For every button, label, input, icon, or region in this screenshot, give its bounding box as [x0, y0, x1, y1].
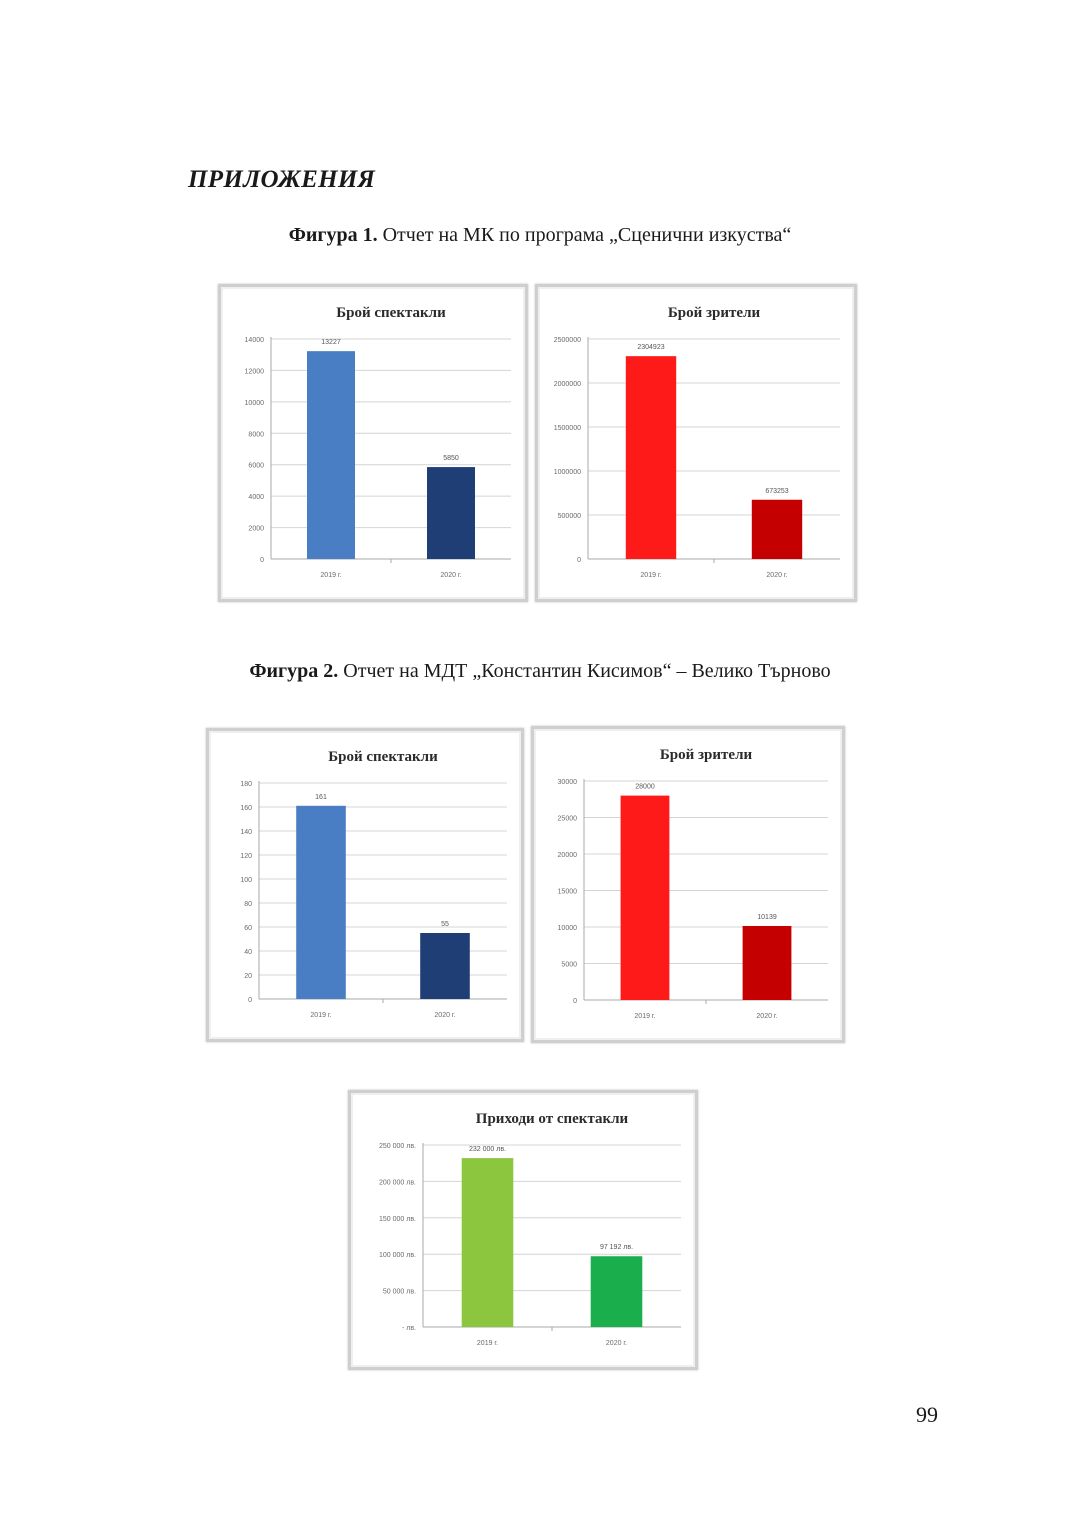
fig2-revenue-y-tick-label: 200 000 лв.: [379, 1179, 416, 1187]
figure-1-caption-text: Отчет на МК по програма „Сценични изкуства“: [382, 224, 792, 246]
fig2-revenue-x-tick-label: 2019 г.: [476, 1340, 499, 1347]
fig2-performances-data-label: 55: [441, 921, 449, 928]
fig2-spectators-title: Брой зрители: [659, 747, 753, 763]
fig1-spectators-y-tick-label: 0: [577, 557, 581, 564]
fig2-spectators-x-tick-label: 2020 г.: [756, 1013, 778, 1020]
fig1-performances-data-label: 5850: [443, 455, 459, 463]
fig2-performances-y-tick-label: 140: [240, 829, 252, 836]
figure-2-caption: [0, 660, 1080, 683]
fig1-performances-chart: [218, 284, 528, 602]
fig2-performances-y-tick-label: 180: [240, 781, 252, 788]
fig1-spectators-y-tick-label: 2500000: [553, 337, 581, 344]
fig2-spectators-chart: [531, 726, 845, 1043]
fig1-performances-y-tick-label: 0: [260, 557, 264, 564]
fig1-performances-y-tick-label: 10000: [244, 399, 264, 407]
fig1-performances-svg: [221, 287, 525, 599]
fig2-spectators-bar: [621, 796, 670, 1000]
fig1-performances-y-tick-label: 2000: [248, 525, 264, 533]
fig2-performances-chart: [206, 728, 524, 1042]
fig1-spectators-bar: [626, 356, 676, 559]
fig1-spectators-data-label: 673253: [765, 487, 789, 495]
fig2-spectators-bar: [743, 926, 792, 1000]
fig2-performances-y-tick-label: 100: [240, 877, 252, 884]
fig2-revenue-svg: [351, 1093, 695, 1367]
fig2-revenue-y-tick-label: 50 000 лв.: [382, 1288, 416, 1296]
fig2-spectators-x-tick-label: 2019 г.: [634, 1013, 656, 1020]
fig2-performances-y-tick-label: 60: [244, 925, 252, 932]
fig1-spectators-y-tick-label: 1500000: [553, 425, 581, 432]
figure-1-label: Фигура 1.: [288, 224, 378, 246]
fig2-spectators-data-label: 28000: [635, 783, 655, 791]
fig1-spectators-y-tick-label: 1000000: [553, 469, 581, 476]
fig2-performances-y-tick-label: 160: [240, 805, 252, 812]
fig2-performances-bar: [420, 933, 470, 999]
fig2-performances-y-tick-label: 120: [240, 853, 252, 860]
fig2-spectators-y-tick-label: 5000: [561, 961, 577, 969]
fig2-revenue-data-label: 232 000 лв.: [469, 1146, 506, 1154]
figure-2-caption-text: Отчет на МДТ „Константин Кисимов“ – Велико Търново: [343, 660, 831, 682]
fig2-performances-title: Брой спектакли: [328, 749, 438, 765]
fig1-spectators-x-tick-label: 2020 г.: [766, 572, 788, 579]
fig1-performances-bar: [427, 467, 475, 559]
fig1-spectators-y-tick-label: 2000000: [553, 381, 581, 388]
fig1-performances-x-tick-label: 2020 г.: [440, 572, 462, 579]
fig1-spectators-data-label: 2304923: [637, 344, 665, 352]
fig1-performances-y-tick-label: 12000: [244, 368, 264, 376]
fig2-revenue-bar: [462, 1158, 514, 1327]
fig1-spectators-title: Брой зрители: [667, 305, 761, 321]
fig1-performances-data-label: 13227: [321, 339, 341, 347]
fig2-revenue-y-tick-label: 150 000 лв.: [379, 1215, 416, 1223]
fig2-revenue-x-tick-label: 2020 г.: [605, 1340, 628, 1347]
fig1-performances-bar: [307, 351, 355, 559]
fig2-performances-y-tick-label: 0: [248, 997, 252, 1004]
fig1-performances-x-tick-label: 2019 г.: [320, 572, 342, 579]
fig2-spectators-y-tick-label: 30000: [557, 779, 577, 786]
fig2-performances-y-tick-label: 20: [244, 973, 252, 980]
fig1-spectators-chart: [535, 284, 857, 602]
fig2-performances-bar: [296, 806, 346, 999]
fig2-revenue-title: Приходи от спектакли: [475, 1111, 629, 1127]
fig2-spectators-y-tick-label: 25000: [557, 815, 577, 823]
fig1-spectators-svg: [538, 287, 854, 599]
fig2-revenue-chart: [348, 1090, 698, 1370]
fig1-spectators-bar: [752, 500, 802, 559]
fig1-spectators-x-tick-label: 2019 г.: [640, 572, 662, 579]
fig1-performances-y-tick-label: 14000: [244, 337, 264, 344]
fig1-performances-title: Брой спектакли: [336, 305, 446, 321]
fig2-revenue-y-tick-label: 250 000 лв.: [379, 1143, 416, 1150]
fig1-performances-y-tick-label: 6000: [248, 462, 264, 470]
section-title: ПРИЛОЖЕНИЯ: [188, 166, 376, 193]
fig2-performances-svg: [209, 731, 521, 1039]
fig2-spectators-y-tick-label: 0: [573, 998, 577, 1005]
fig2-spectators-data-label: 10139: [757, 913, 777, 921]
fig2-spectators-svg: [534, 729, 842, 1040]
fig2-revenue-bar: [591, 1256, 643, 1327]
fig2-spectators-y-tick-label: 20000: [557, 852, 577, 859]
fig2-performances-data-label: 161: [315, 793, 327, 801]
fig2-spectators-y-tick-label: 15000: [557, 888, 577, 896]
fig1-performances-y-tick-label: 8000: [248, 431, 264, 439]
fig2-performances-y-tick-label: 40: [244, 949, 252, 956]
fig2-revenue-data-label: 97 192 лв.: [599, 1244, 634, 1252]
fig1-performances-y-tick-label: 4000: [248, 494, 264, 502]
page-number: 99: [916, 1402, 938, 1427]
fig2-performances-y-tick-label: 80: [244, 901, 252, 908]
fig1-spectators-y-tick-label: 500000: [557, 513, 581, 520]
fig2-spectators-y-tick-label: 10000: [557, 925, 577, 932]
fig2-performances-x-tick-label: 2020 г.: [434, 1012, 456, 1019]
figure-2-label: Фигура 2.: [249, 660, 339, 682]
figure-1-caption: [0, 224, 1080, 247]
fig2-revenue-y-tick-label: - лв.: [401, 1325, 416, 1332]
fig2-revenue-y-tick-label: 100 000 лв.: [379, 1252, 416, 1260]
fig2-performances-x-tick-label: 2019 г.: [310, 1012, 332, 1019]
